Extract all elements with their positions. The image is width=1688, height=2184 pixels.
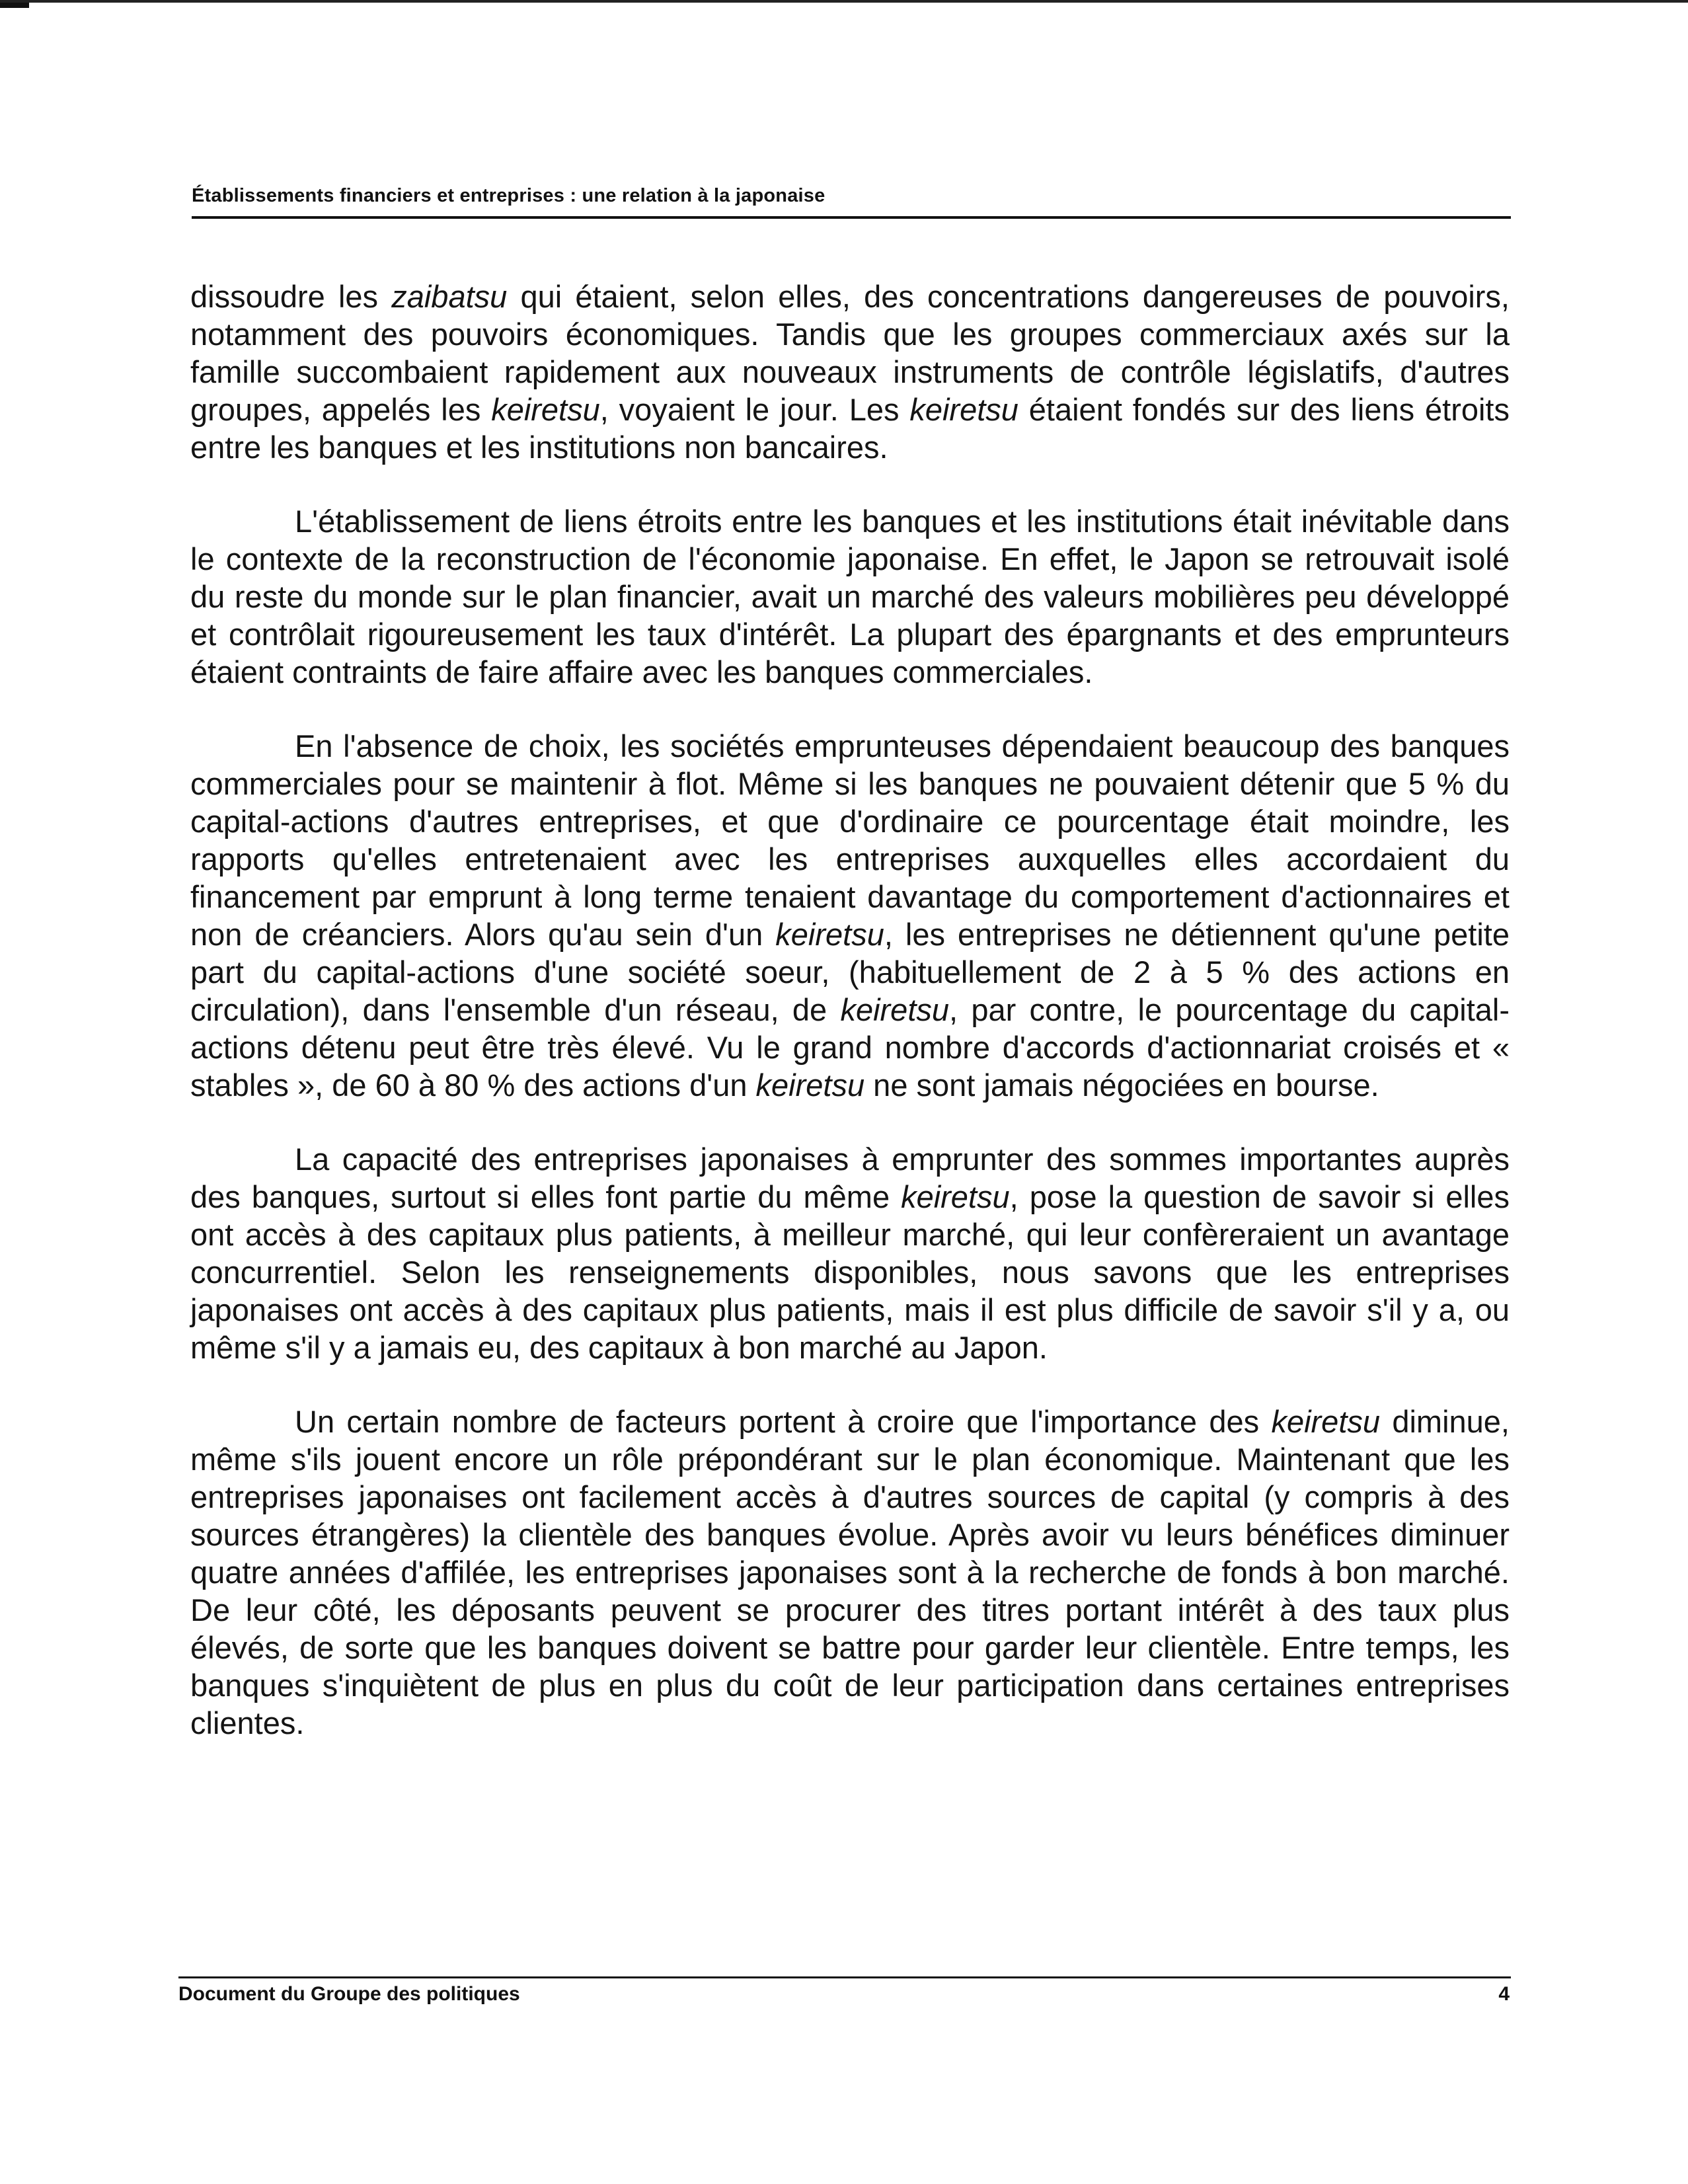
running-header: Établissements financiers et entreprises : une relation à la japonaise	[192, 185, 825, 206]
term-keiretsu: keiretsu	[755, 1068, 865, 1103]
paragraph-1: dissoudre les zaibatsu qui étaient, selon elles, des concentrations dangereuses de pouvoirs, notamment des pouvoirs économiques. Tandis que les groupes commerciaux axés sur la famille succombaient rapidement aux nouveaux instruments de contrôle législatifs, d'autres groupes, appelés les keiretsu, voyaient le jour. Les keiretsu étaient fondés sur des liens étroits entre les banques et les institutions non bancaires.	[190, 279, 1510, 465]
header-rule	[192, 216, 1511, 219]
paragraph-4: La capacité des entreprises japonaises à emprunter des sommes importantes auprès des banques, surtout si elles font partie du même keiretsu, pose la question de savoir si elles ont accès à des capitaux plus patients, à meilleur marché, qui leur confèreraient un avantage concurrentiel. Selon les renseignements disponibles, nous savons que les entreprises japonaises ont accès à des capitaux plus patients, mais il est plus difficile de savoir s'il y a, ou même s'il y a jamais eu, des capitaux à bon marché au Japon.	[190, 1142, 1510, 1365]
document-body	[190, 278, 1510, 1778]
term-keiretsu: keiretsu	[491, 392, 600, 427]
page-number: 4	[1498, 1983, 1510, 2005]
paragraph-5: Un certain nombre de facteurs portent à croire que l'importance des keiretsu diminue, même s'ils jouent encore un rôle prépondérant sur le plan économique. Maintenant que les entreprises japonaises ont facilement accès à d'autres sources de capital (y compris à des sources étrangères) la clientèle des banques évolue. Après avoir vu leurs bénéfices diminuer quatre années d'affilée, les entreprises japonaises sont à la recherche de fonds à bon marché. De leur côté, les déposants peuvent se procurer des titres portant intérêt à des taux plus élevés, de sorte que les banques doivent se battre pour garder leur clientèle. Entre temps, les banques s'inquiètent de plus en plus du coût de leur participation dans certaines entreprises clientes.	[190, 1404, 1510, 1740]
term-keiretsu: keiretsu	[775, 917, 884, 952]
footer-rule	[178, 1976, 1511, 1978]
term-keiretsu: keiretsu	[1271, 1404, 1381, 1439]
scan-edge-mark	[0, 3, 29, 8]
page-top-edge	[0, 0, 1688, 3]
term-keiretsu: keiretsu	[840, 992, 950, 1027]
term-zaibatsu: zaibatsu	[391, 279, 508, 314]
paragraph-3: En l'absence de choix, les sociétés emprunteuses dépendaient beaucoup des banques commerciales pour se maintenir à flot. Même si les banques ne pouvaient détenir que 5 % du capital-actions d'autres entreprises, et que d'ordinaire ce pourcentage était moindre, les rapports qu'elles entretenaient avec les entreprises auxquelles elles accordaient du financement par emprunt à long terme tenaient davantage du comportement d'actionnaires et non de créanciers. Alors qu'au sein d'un keiretsu, les entreprises ne détiennent qu'une petite part du capital-actions d'une société soeur, (habituellement de 2 à 5 % des actions en circulation), dans l'ensemble d'un réseau, de keiretsu, par contre, le pourcentage du capital-actions détenu peut être très élevé. Vu le grand nombre d'accords d'actionnariat croisés et « stables », de 60 à 80 % des actions d'un keiretsu ne sont jamais négociées en bourse.	[190, 728, 1510, 1103]
footer-document-label: Document du Groupe des politiques	[178, 1983, 520, 2005]
term-keiretsu: keiretsu	[909, 392, 1018, 427]
term-keiretsu: keiretsu	[901, 1179, 1010, 1214]
paragraph-2: L'établissement de liens étroits entre les banques et les institutions était inévitable dans le contexte de la reconstruction de l'économie japonaise. En effet, le Japon se retrouvait isolé du reste du monde sur le plan financier, avait un marché des valeurs mobilières peu développé et contrôlait rigoureusement les taux d'intérêt. La plupart des épargnants et des emprunteurs étaient contraints de faire affaire avec les banques commerciales.	[190, 504, 1510, 689]
